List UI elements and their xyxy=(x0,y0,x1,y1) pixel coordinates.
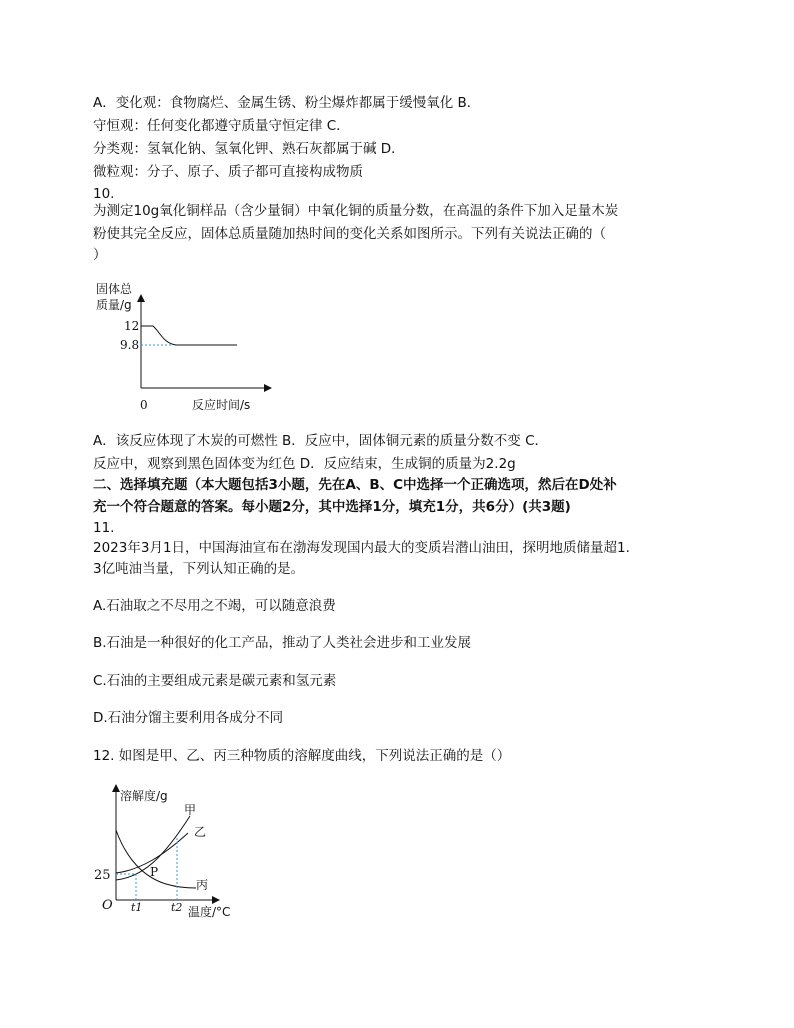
section2-heading-line-2: 充一个符合题意的答案。每小题2分，其中选择1分，填充1分，共6分）(共3题) xyxy=(93,499,571,515)
q10-stem-line-3: ） xyxy=(93,247,107,263)
q11-option-d: D.石油分馏主要利用各成分不同 xyxy=(93,710,284,726)
q10-stem-line-2: 粉使其完全反应，固体总质量随加热时间的变化关系如图所示。下列有关说法正确的（ xyxy=(93,226,606,242)
chart2-ylabel: 溶解度/g xyxy=(120,789,168,803)
intersection-point-label: P xyxy=(150,865,159,879)
series-yi-label: 乙 xyxy=(194,825,207,839)
q12-stem: 12. 如图是甲、乙、丙三种物质的溶解度曲线，下列说法正确的是（） xyxy=(93,748,511,764)
chart2-origin: O xyxy=(102,898,113,913)
q9-line-1: A．变化观：食物腐烂、金属生锈、粉尘爆炸都属于缓慢氧化 B． xyxy=(93,95,481,111)
chart2-xlabel: 温度/°C xyxy=(188,905,231,919)
chart2-xtick-t1: t1 xyxy=(131,901,143,914)
mass-time-chart xyxy=(88,276,288,416)
chart1-mass-curve xyxy=(141,326,237,345)
q11-option-a: A.石油取之不尽用之不竭，可以随意浪费 xyxy=(93,598,336,614)
chart2-xtick-t2: t2 xyxy=(171,901,183,914)
q11-stem-line-2: 3亿吨油当量，下列认知正确的是。 xyxy=(93,561,305,577)
q10-number: 10. xyxy=(93,186,115,202)
series-bing-label: 丙 xyxy=(196,878,209,892)
solubility-chart xyxy=(88,778,258,923)
chart1-xlabel: 反应时间/s xyxy=(192,398,251,412)
q10-options-line-1: A．该反应体现了木炭的可燃性 B．反应中，固体铜元素的质量分数不变 C． xyxy=(93,433,549,449)
chart1-ytick-12: 12 xyxy=(124,319,140,333)
q9-line-4: 微粒观：分子、原子、质子都可直接构成物质 xyxy=(93,164,363,180)
q11-option-b: B.石油是一种很好的化工产品，推动了人类社会进步和工业发展 xyxy=(93,635,472,651)
chart1-ytick-9-8: 9.8 xyxy=(120,338,140,352)
chart2-ytick-25: 25 xyxy=(94,868,111,883)
series-bing-curve xyxy=(116,830,196,888)
section2-heading-line-1: 二、选择填充题（本大题包括3小题，先在A、B、C中选择一个正确选项，然后在D处补 xyxy=(93,477,617,493)
chart1-origin: 0 xyxy=(140,398,148,412)
q10-stem-line-1: 为测定10g氧化铜样品（含少量铜）中氧化铜的质量分数，在高温的条件下加入足量木炭 xyxy=(93,203,619,219)
q10-options-line-2: 反应中，观察到黑色固体变为红色 D．反应结束，生成铜的质量为2.2g xyxy=(93,456,516,472)
q9-line-2: 守恒观：任何变化都遵守质量守恒定律 C． xyxy=(93,118,350,134)
q9-line-3: 分类观：氢氧化钠、氢氧化钾、熟石灰都属于碱 D． xyxy=(93,141,405,157)
chart1-ylabel-line-1: 固体总 xyxy=(96,282,133,296)
q11-option-c: C.石油的主要组成元素是碳元素和氢元素 xyxy=(93,673,337,689)
chart1-ylabel-line-2: 质量/g xyxy=(96,298,132,312)
q11-number: 11. xyxy=(93,520,115,536)
q11-stem-line-1: 2023年3月1日，中国海油宣布在渤海发现国内最大的变质岩潜山油田，探明地质储量超1. xyxy=(93,540,630,556)
series-jia-label: 甲 xyxy=(184,803,197,817)
